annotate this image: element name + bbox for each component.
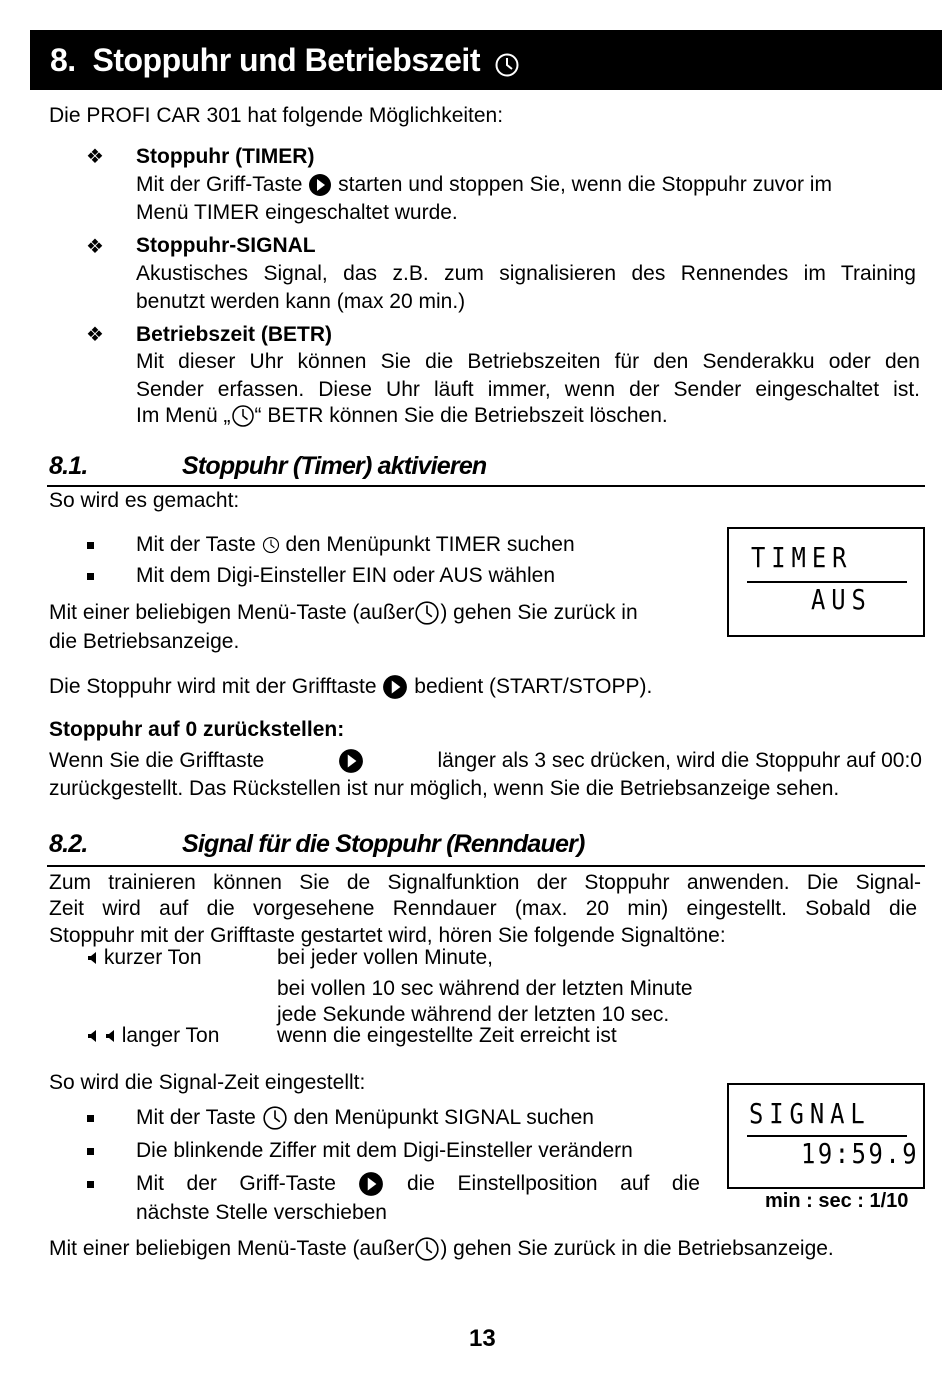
step-text: Mit dem Digi-Einsteller EIN oder AUS wählen xyxy=(136,564,555,587)
square-bullet-icon xyxy=(87,1148,94,1155)
feature-text: Mit der Griff-Taste starten und stoppen Sie, wenn die Stoppuhr zuvor im xyxy=(136,173,832,196)
body-text: Zeit wird auf die vorgesehene Renndauer (max. 20 min) eingestellt. Sobald die xyxy=(49,897,917,920)
body-text: Zum trainieren können Sie de Signalfunktion der Stoppuhr anwenden. Die Signal- xyxy=(49,871,921,894)
subheading: Stoppuhr auf 0 zurückstellen: xyxy=(49,718,345,741)
body-text: Wenn Sie die Grifftaste länger als 3 sec drücken, wird die Stoppuhr auf 00:0 xyxy=(49,747,922,775)
speaker-icon xyxy=(86,1024,98,1047)
feature-text: Akustisches Signal, das z.B. zum signalisieren des Rennendes im Training xyxy=(136,262,916,285)
chapter-title: Stoppuhr und Betriebszeit xyxy=(92,42,480,78)
clock-icon xyxy=(231,404,255,427)
tone-text: bei jeder vollen Minute, xyxy=(277,946,493,969)
body-text: Mit einer beliebigen Menü-Taste (außer ) gehen Sie zurück in die Betriebsanzeige. xyxy=(49,1237,834,1260)
feature-title: Stoppuhr-SIGNAL xyxy=(136,234,316,257)
square-bullet-icon xyxy=(87,1115,94,1122)
section-title: Stoppuhr (Timer) aktivieren xyxy=(182,452,487,480)
grip-button-icon xyxy=(358,1170,384,1198)
page-number: 13 xyxy=(469,1325,496,1352)
feature-text: Mit dieser Uhr können Sie die Betriebszeiten für den Senderakku oder den xyxy=(136,350,920,373)
grip-button-icon xyxy=(338,747,364,775)
feature-text: benutzt werden kann (max 20 min.) xyxy=(136,290,466,313)
intro-text: Die PROFI CAR 301 hat folgende Möglichkeiten: xyxy=(49,104,504,127)
grip-button-icon xyxy=(308,173,332,196)
section-number: 8.1. xyxy=(49,452,88,480)
step-text: Die blinkende Ziffer mit dem Digi-Einsteller verändern xyxy=(136,1139,633,1162)
lcd-line-1: TIMER xyxy=(751,541,853,574)
body-text: die Betriebsanzeige. xyxy=(49,630,240,653)
body-text: zurückgestellt. Das Rückstellen ist nur möglich, wenn Sie die Betriebsanzeige sehen. xyxy=(49,777,840,800)
speaker-icon xyxy=(86,946,98,969)
feature-title: Betriebszeit (BETR) xyxy=(136,323,333,346)
short-tone-label: kurzer Ton xyxy=(86,944,202,972)
section-divider xyxy=(47,865,925,867)
step-text: Mit der Taste den Menüpunkt TIMER suchen xyxy=(136,533,575,556)
lcd-display-timer xyxy=(727,527,925,637)
chapter-header xyxy=(30,30,942,90)
feature-text: Menü TIMER eingeschaltet wurde. xyxy=(136,201,458,224)
clock-icon xyxy=(414,601,440,624)
step-text: Mit der Griff-Taste die Einstellposition auf die xyxy=(136,1170,700,1198)
diamond-bullet-icon: ❖ xyxy=(86,324,104,346)
feature-text: Im Menü „ “ BETR können Sie die Betriebszeit löschen. xyxy=(136,404,668,427)
square-bullet-icon xyxy=(87,573,94,580)
section-number: 8.2. xyxy=(49,830,88,858)
speaker-icon xyxy=(104,1024,116,1047)
chapter-number: 8. xyxy=(50,42,76,78)
step-text: nächste Stelle verschieben xyxy=(136,1201,387,1224)
body-text: Mit einer beliebigen Menü-Taste (außer ) gehen Sie zurück in xyxy=(49,601,638,624)
clock-icon xyxy=(414,1237,440,1260)
body-text: Die Stoppuhr wird mit der Grifftaste bedient (START/STOPP). xyxy=(49,675,653,698)
body-text: Stoppuhr mit der Grifftaste gestartet wird, hören Sie folgende Signaltöne: xyxy=(49,924,726,947)
howto-text: So wird es gemacht: xyxy=(49,489,240,512)
clock-icon xyxy=(262,533,280,556)
diamond-bullet-icon: ❖ xyxy=(86,146,104,168)
lcd-line-2: 19:59.9 xyxy=(801,1137,920,1170)
feature-title: Stoppuhr (TIMER) xyxy=(136,145,315,168)
clock-icon xyxy=(494,33,520,93)
long-tone-label: langer Ton xyxy=(86,1022,219,1050)
lcd-display-signal xyxy=(727,1083,925,1189)
lcd-line-1: SIGNAL xyxy=(749,1097,871,1130)
square-bullet-icon xyxy=(87,1181,94,1188)
diamond-bullet-icon: ❖ xyxy=(86,236,104,258)
tone-text: jede Sekunde während der letzten 10 sec. xyxy=(277,1003,670,1026)
square-bullet-icon xyxy=(87,542,94,549)
grip-button-icon xyxy=(382,675,408,698)
clock-icon xyxy=(262,1106,288,1129)
lcd-unit-label: min : sec : 1/10 xyxy=(765,1190,909,1212)
step-text: Mit der Taste den Menüpunkt SIGNAL suchen xyxy=(136,1106,594,1129)
howto-text: So wird die Signal-Zeit eingestellt: xyxy=(49,1071,366,1094)
lcd-line-2: AUS xyxy=(811,583,872,616)
section-title: Signal für die Stoppuhr (Renndauer) xyxy=(182,830,585,858)
feature-text: Sender erfassen. Diese Uhr läuft immer, wenn der Sender eingeschaltet ist. xyxy=(136,378,920,401)
tone-text: wenn die eingestellte Zeit erreicht ist xyxy=(277,1024,617,1047)
tone-text: bei vollen 10 sec während der letzten Minute xyxy=(277,977,693,1000)
